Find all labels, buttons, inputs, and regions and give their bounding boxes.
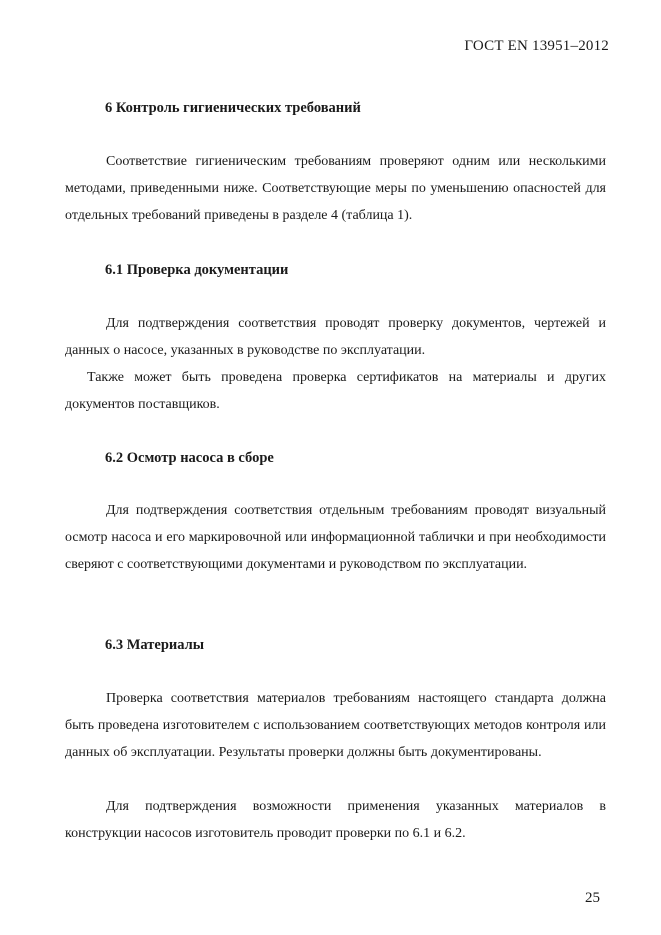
section-6-2-paragraph: Для подтверждения соответствия отдельным требованиям проводят визуальный осмотр насоса и его маркировочной или информационной таблички и при необходимости сверяют с соответствующими документами и руководством по эксплуатации. — [65, 503, 606, 572]
section-heading-6-2: 6.2 Осмотр насоса в сборе — [105, 450, 274, 466]
section-6-1-paragraph-2: Также может быть проведена проверка сертификатов на материалы и других документов поставщиков. — [65, 370, 606, 412]
section-6-1-paragraph-1: Для подтверждения соответствия проводят проверку документов, чертежей и данных о насосе, указанных в руководстве по эксплуатации. — [65, 316, 606, 358]
section-6-3-paragraph-1: Проверка соответствия материалов требованиям настоящего стандарта должна быть проведена изготовителем с использованием соответствующих методов контроля или данных об эксплуатации. Результаты проверки должны быть документированы. — [65, 691, 606, 760]
document-code: ГОСТ EN 13951–2012 — [464, 38, 609, 54]
page-number: 25 — [585, 890, 600, 906]
section-heading-6-1: 6.1 Проверка документации — [105, 262, 289, 278]
section-6-3-paragraph-2: Для подтверждения возможности применения указанных материалов в конструкции насосов изготовитель проводит проверки по 6.1 и 6.2. — [65, 799, 606, 841]
section-heading-6-3: 6.3 Материалы — [105, 637, 205, 653]
section-6-paragraph: Соответствие гигиеническим требованиям проверяют одним или несколькими методами, приведенными ниже. Соответствующие меры по уменьшению опасностей для отдельных требований приведены в разделе 4 (таблица 1). — [65, 154, 606, 223]
section-heading-6: 6 Контроль гигиенических требований — [105, 100, 361, 116]
